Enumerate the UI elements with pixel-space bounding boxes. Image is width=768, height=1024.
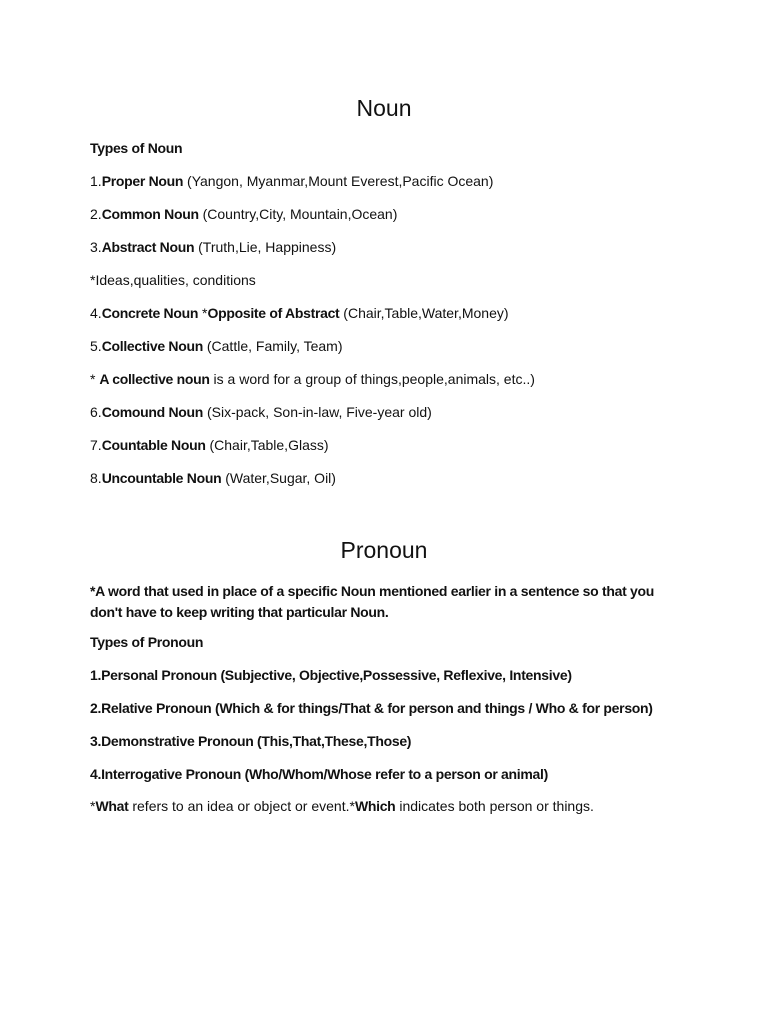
noun-item-collective: 5.Collective Noun (Cattle, Family, Team) (90, 338, 343, 354)
pronoun-definition: *A word that used in place of a specific Noun mentioned earlier in a sentence so that you don't have to keep writing that particular Noun. (90, 583, 655, 620)
noun-abstract-note: *Ideas,qualities, conditions (90, 272, 256, 288)
noun-item-uncountable: 8.Uncountable Noun (Water,Sugar, Oil) (90, 470, 336, 486)
noun-item-proper: 1.Proper Noun (Yangon, Myanmar,Mount Everest,Pacific Ocean) (90, 173, 494, 189)
noun-item-countable: 7.Countable Noun (Chair,Table,Glass) (90, 437, 329, 453)
pronoun-item-interrogative: 4.Interrogative Pronoun (Who/Whom/Whose refer to a person or animal) (90, 766, 548, 782)
pronoun-item-relative: 2.Relative Pronoun (Which & for things/That & for person and things / Who & for person) (90, 700, 653, 716)
noun-item-compound: 6.Comound Noun (Six-pack, Son-in-law, Five-year old) (90, 404, 432, 420)
pronoun-types-heading: Types of Pronoun (90, 634, 204, 650)
pronoun-title: Pronoun (340, 537, 428, 563)
pronoun-item-personal: 1.Personal Pronoun (Subjective, Objective,Possessive, Reflexive, Intensive) (90, 667, 572, 683)
noun-title: Noun (356, 95, 412, 121)
noun-collective-note: * A collective noun is a word for a group of things,people,animals, etc..) (90, 371, 535, 387)
noun-types-heading: Types of Noun (90, 140, 183, 156)
pronoun-final-note: *What refers to an idea or object or event.*Which indicates both person or things. (90, 798, 594, 814)
noun-item-concrete: 4.Concrete Noun *Opposite of Abstract (Chair,Table,Water,Money) (90, 305, 509, 321)
noun-item-common: 2.Common Noun (Country,City, Mountain,Ocean) (90, 206, 398, 222)
noun-item-abstract: 3.Abstract Noun (Truth,Lie, Happiness) (90, 239, 337, 255)
pronoun-item-demonstrative: 3.Demonstrative Pronoun (This,That,These,Those) (90, 733, 412, 749)
